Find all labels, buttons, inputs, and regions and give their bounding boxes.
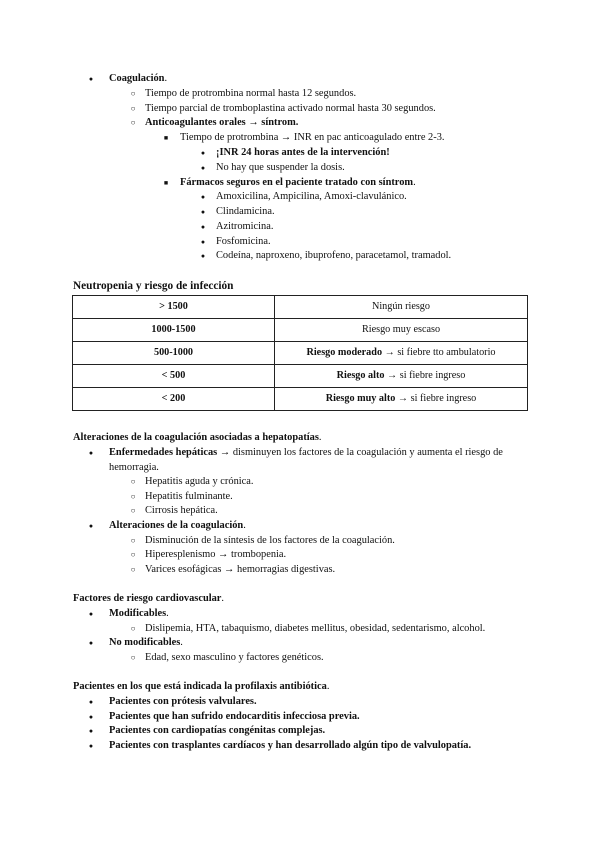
- table-row: [73, 388, 528, 411]
- table-cell-range: > 1500: [73, 296, 275, 319]
- bullet-circle: [128, 87, 138, 102]
- table-row: [73, 319, 528, 342]
- bullet-disc: [198, 220, 208, 235]
- list-item: Fosfomicina.: [216, 236, 271, 247]
- table-cell-risk: Riesgo muy alto → si fiebre ingreso: [275, 388, 528, 411]
- list-item: Hepatitis aguda y crónica.: [145, 476, 254, 487]
- liver-disease-item: Enfermedades hepáticas → disminuyen los factores de la coagulación y aumenta el riesgo de hemorragia.: [109, 447, 503, 473]
- table-cell-range: < 500: [73, 365, 275, 388]
- list-item: Cirrosis hepática.: [145, 505, 218, 516]
- table-row: [73, 342, 528, 365]
- bullet-circle: [128, 563, 138, 578]
- bullet-disc: [198, 146, 208, 161]
- bullet-circle: [128, 548, 138, 563]
- bullet-circle: [128, 475, 138, 490]
- coagulation-alterations-item: Alteraciones de la coagulación.: [109, 520, 246, 531]
- bullet-circle: [128, 651, 138, 666]
- bullet-square: [161, 176, 171, 191]
- bullet-disc: [86, 695, 96, 710]
- bullet-disc: [86, 519, 96, 534]
- list-item: Codeína, naproxeno, ibuprofeno, paracetamol, tramadol.: [216, 250, 452, 261]
- bullet-disc: [198, 190, 208, 205]
- bullet-circle: [128, 534, 138, 549]
- neutropenia-title: Neutropenia y riesgo de infección: [73, 280, 234, 292]
- bullet-circle: [128, 490, 138, 505]
- table-cell-risk: Riesgo muy escaso: [275, 319, 528, 342]
- list-item: ¡INR 24 horas antes de la intervención!: [216, 147, 390, 158]
- list-item: Pacientes que han sufrido endocarditis infecciosa previa.: [109, 711, 360, 722]
- list-item: Edad, sexo masculino y factores genéticos.: [145, 652, 324, 663]
- list-item: No hay que suspender la dosis.: [216, 162, 345, 173]
- table-cell-risk: Ningún riesgo: [275, 296, 528, 319]
- table-cell-risk: Riesgo alto → si fiebre ingreso: [275, 365, 528, 388]
- list-item: Disminución de la síntesis de los factores de la coagulación.: [145, 535, 395, 546]
- bullet-square: [161, 131, 171, 146]
- bullet-disc: [198, 249, 208, 264]
- oral-anticoagulants-heading: Anticoagulantes orales → síntrom.: [145, 117, 299, 128]
- bullet-disc: [86, 72, 96, 87]
- table-row: [73, 296, 528, 319]
- list-item: Varices esofágicas → hemorragias digestivas.: [145, 564, 336, 575]
- bullet-disc: [198, 235, 208, 250]
- bullet-disc: [198, 161, 208, 176]
- bullet-circle: [128, 622, 138, 637]
- table-cell-risk: Riesgo moderado → si fiebre tto ambulatorio: [275, 342, 528, 365]
- list-item: Pacientes con cardiopatías congénitas complejas.: [109, 725, 326, 736]
- list-item: Pacientes con prótesis valvulares.: [109, 696, 257, 707]
- list-item: Azitromicina.: [216, 221, 274, 232]
- bullet-circle: [128, 102, 138, 117]
- bullet-circle: [128, 504, 138, 519]
- bullet-disc: [198, 205, 208, 220]
- table-cell-range: 500-1000: [73, 342, 275, 365]
- list-item: Amoxicilina, Ampicilina, Amoxi-clavulánico.: [216, 191, 407, 202]
- prophylaxis-heading: Pacientes en los que está indicada la profilaxis antibiótica.: [73, 681, 330, 692]
- bullet-disc: [86, 724, 96, 739]
- table-cell-range: < 200: [73, 388, 275, 411]
- bullet-disc: [86, 739, 96, 754]
- modifiable-heading: Modificables.: [109, 608, 169, 619]
- bullet-disc: [86, 446, 96, 461]
- bullet-disc: [86, 710, 96, 725]
- neutropenia-table: [72, 295, 528, 411]
- bullet-circle: [128, 116, 138, 131]
- list-item: Hepatitis fulminante.: [145, 491, 233, 502]
- nonmodifiable-heading: No modificables.: [109, 637, 183, 648]
- table-row: [73, 365, 528, 388]
- list-item: Hiperesplenismo → trombopenia.: [145, 549, 287, 560]
- list-item: Dislipemia, HTA, tabaquismo, diabetes mellitus, obesidad, sedentarismo, alcohol.: [145, 623, 486, 634]
- bullet-disc: [86, 607, 96, 622]
- safe-drugs-heading: Fármacos seguros en el paciente tratado con síntrom.: [180, 177, 416, 188]
- list-item: Tiempo de protrombina → INR en pac anticoagulado entre 2-3.: [180, 132, 445, 143]
- cardio-heading: Factores de riesgo cardiovascular.: [73, 593, 225, 604]
- list-item: Clindamicina.: [216, 206, 275, 217]
- list-item: Tiempo parcial de tromboplastina activado normal hasta 30 segundos.: [145, 103, 436, 114]
- list-item: Pacientes con trasplantes cardíacos y han desarrollado algún tipo de valvulopatía.: [109, 740, 472, 751]
- hepatopathy-heading: Alteraciones de la coagulación asociadas a hepatopatías.: [73, 432, 322, 443]
- coagulation-heading: Coagulación.: [109, 73, 168, 84]
- bullet-disc: [86, 636, 96, 651]
- list-item: Tiempo de protrombina normal hasta 12 segundos.: [145, 88, 357, 99]
- table-cell-range: 1000-1500: [73, 319, 275, 342]
